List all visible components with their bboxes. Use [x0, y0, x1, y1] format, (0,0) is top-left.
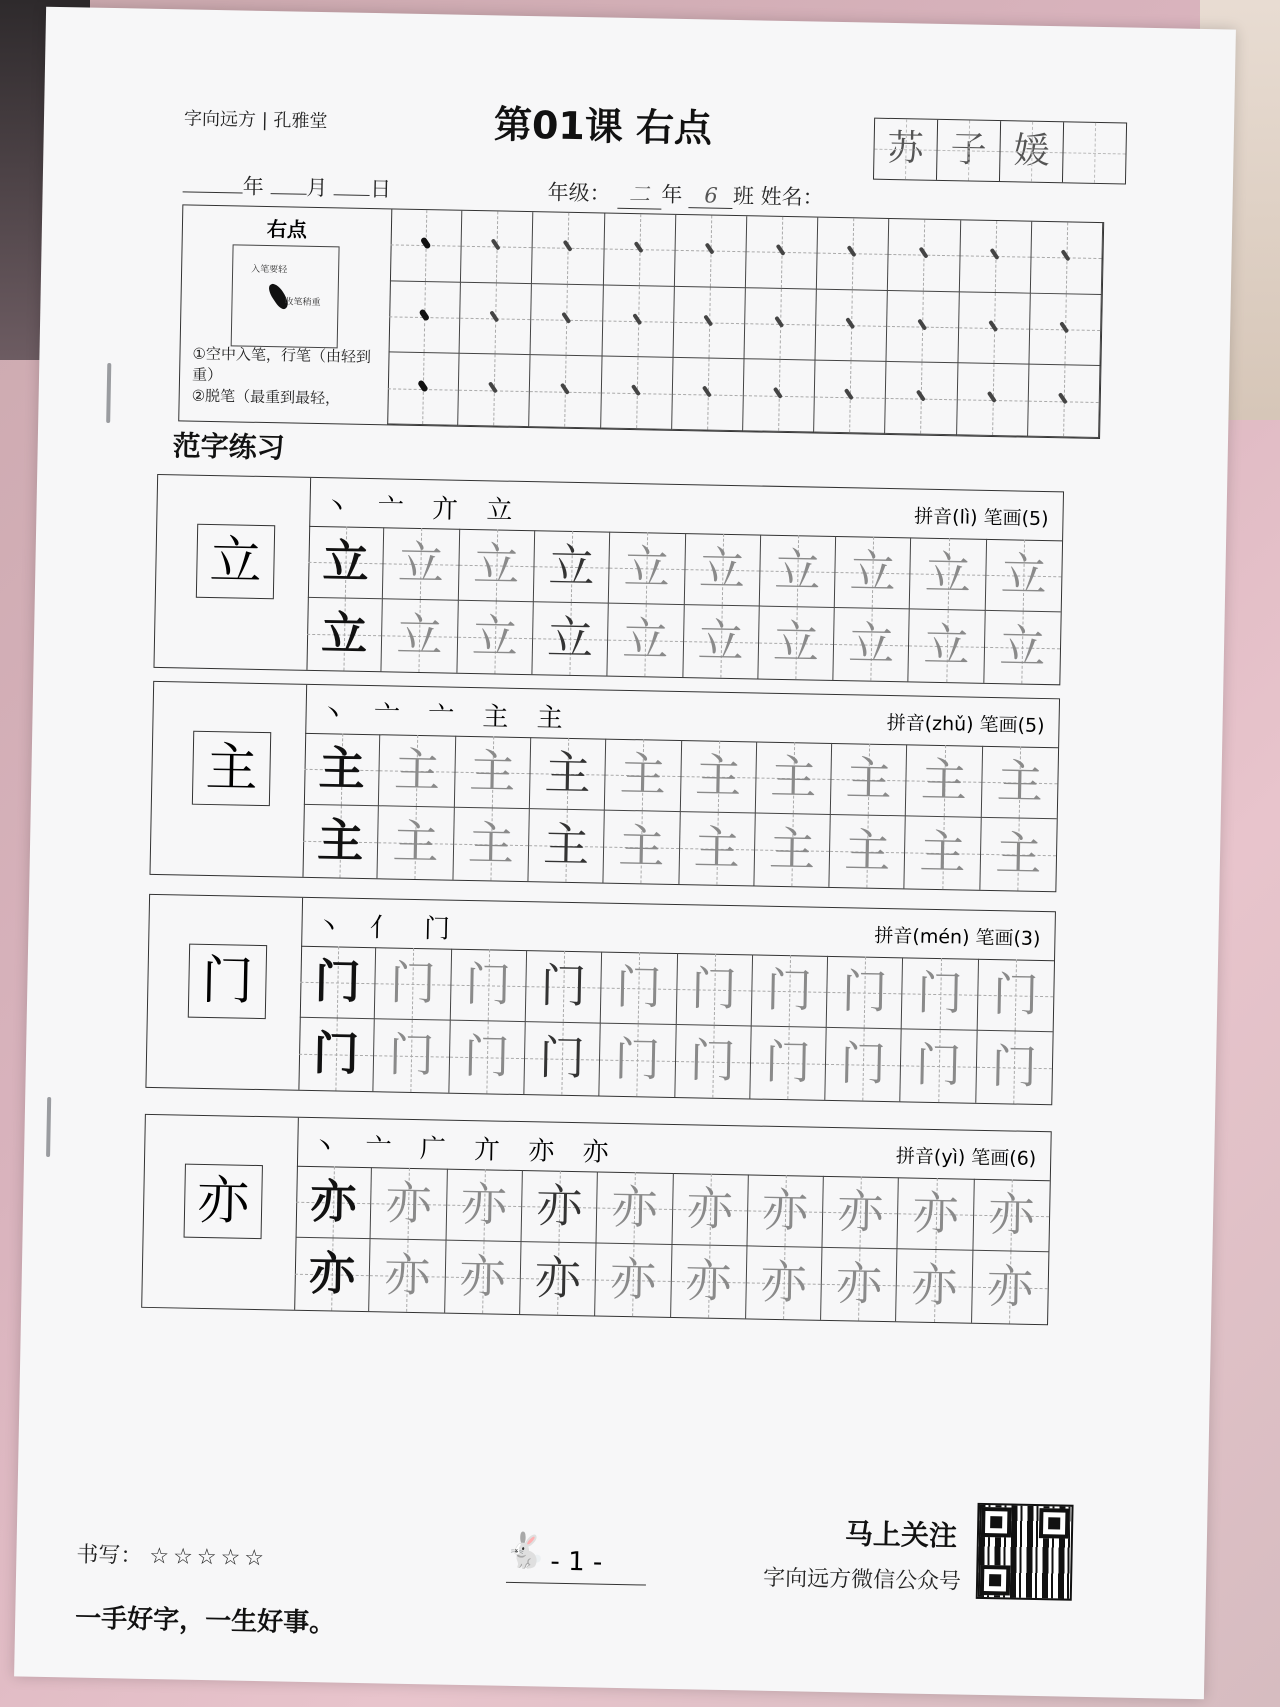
staple-bottom [46, 1097, 51, 1157]
cell-character: 立 [924, 545, 972, 601]
stroke-practice-cell[interactable] [530, 355, 603, 428]
cell-character: 门 [765, 962, 813, 1018]
cell-character: 亦 [761, 1182, 809, 1238]
cell-character: 亦 [611, 1179, 659, 1235]
cell-character: 亦 [309, 1174, 357, 1229]
writing-cell[interactable] [746, 1246, 823, 1319]
cell-character: 亦 [459, 1248, 507, 1304]
cell-character: 主 [769, 749, 817, 805]
writing-cell[interactable] [980, 818, 1057, 891]
cell-character: 主 [318, 741, 366, 796]
writing-cell[interactable] [450, 949, 527, 1022]
model-character: 亦 [184, 1164, 263, 1239]
cell-character: 立 [697, 613, 745, 669]
writing-cell[interactable] [595, 1244, 672, 1317]
class-value[interactable]: 6 [689, 183, 733, 209]
writing-cell[interactable] [379, 734, 456, 807]
name-char-2[interactable]: 子 [937, 120, 1001, 181]
right-dot-stroke-icon [1061, 249, 1071, 261]
lesson-title: 第01课 右点 [493, 102, 713, 151]
stroke-practice-cell[interactable] [957, 364, 1030, 437]
cell-character: 主 [693, 820, 741, 876]
writing-cell[interactable] [831, 743, 908, 816]
cell-character: 主 [843, 823, 891, 879]
worksheet-page [14, 7, 1236, 1700]
writing-cell[interactable] [906, 744, 983, 817]
writing-grid [302, 733, 1058, 891]
stroke-order: 丶 亠 广 亣 亦 亦 [311, 1132, 619, 1168]
right-dot-stroke-icon [488, 381, 498, 393]
stroke-practice-cell[interactable] [887, 291, 960, 364]
stroke-practice-cell[interactable] [673, 287, 746, 360]
cell-character: 门 [389, 955, 437, 1011]
writing-cell[interactable] [528, 809, 605, 882]
stroke-practice-cell[interactable] [743, 360, 816, 433]
cell-character: 门 [314, 954, 362, 1009]
stroke-order: 丶 亻 门 [315, 912, 461, 945]
name-label: 姓名： [760, 184, 824, 210]
writing-cell[interactable] [375, 947, 452, 1020]
stroke-practice-cell[interactable] [816, 289, 889, 362]
writing-cell[interactable] [371, 1167, 448, 1240]
cell-character: 主 [920, 752, 968, 808]
stroke-practice-cell[interactable] [387, 353, 460, 426]
cell-character: 门 [915, 1037, 963, 1093]
cell-character: 主 [994, 826, 1042, 881]
writing-cell[interactable] [306, 598, 383, 671]
cell-character: 主 [467, 815, 515, 871]
rabbit-icon: 🐇 [504, 1530, 548, 1572]
model-character-panel [146, 895, 303, 1090]
stroke-grid [387, 209, 1103, 438]
cell-character: 门 [690, 961, 738, 1017]
cell-character: 主 [919, 824, 967, 880]
year-label: 年 [242, 174, 264, 199]
writing-cell[interactable] [530, 737, 607, 810]
writing-grid [294, 1166, 1050, 1324]
cell-character: 立 [621, 611, 669, 667]
cell-character: 立 [849, 544, 897, 600]
writing-cell[interactable] [383, 527, 460, 600]
cell-character: 亦 [534, 1250, 582, 1306]
writing-cell[interactable] [684, 533, 761, 606]
cell-character: 主 [768, 821, 816, 877]
enter-label: 入笔要轻 [251, 264, 288, 276]
right-dot-stroke-icon [1058, 392, 1068, 404]
writing-cell[interactable] [679, 812, 756, 885]
writing-cell[interactable] [453, 808, 530, 881]
cell-character: 亦 [684, 1253, 732, 1309]
cell-character: 主 [694, 748, 742, 804]
stroke-practice-cell[interactable] [744, 288, 817, 361]
right-dot-stroke-icon [703, 314, 713, 326]
stroke-practice-cell[interactable] [888, 219, 961, 292]
writing-cell[interactable] [300, 946, 377, 1019]
right-dot-stroke-icon [702, 386, 712, 398]
cell-character: 门 [388, 1027, 436, 1083]
character-practice-block [141, 1114, 1052, 1325]
writing-cell[interactable] [754, 813, 831, 886]
year-unit-label: 年 [661, 182, 683, 207]
cell-character: 亦 [686, 1181, 734, 1237]
right-dot-stroke-icon [562, 240, 572, 252]
name-char-4[interactable] [1063, 122, 1126, 183]
cell-character: 门 [312, 1026, 360, 1081]
cell-character: 亦 [308, 1246, 356, 1301]
stroke-practice-cell[interactable] [746, 216, 819, 289]
stroke-practice-cell[interactable] [458, 354, 531, 427]
writing-cell[interactable] [896, 1249, 973, 1322]
writing-cell[interactable] [600, 1024, 677, 1097]
model-character: 门 [188, 944, 267, 1019]
writing-cell[interactable] [680, 740, 757, 813]
cell-character: 亦 [535, 1178, 583, 1234]
cell-character: 主 [619, 746, 667, 802]
right-dot-stroke-icon [419, 308, 431, 321]
writing-cell[interactable] [675, 1025, 752, 1098]
pinyin-strokes: 拼音(mén) 笔画(3) [874, 924, 1041, 950]
cell-character: 亦 [986, 1259, 1034, 1314]
cell-character: 立 [698, 541, 746, 597]
month-label: 月 [306, 175, 328, 201]
writing-cell[interactable] [449, 1021, 526, 1094]
writing-cell[interactable] [304, 733, 381, 806]
stroke-practice-cell[interactable] [390, 209, 463, 282]
writing-cell[interactable] [973, 1179, 1050, 1252]
right-dot-stroke-icon [776, 244, 786, 256]
cell-character: 立 [1000, 547, 1048, 603]
writing-grid [306, 526, 1062, 684]
right-dot-stroke-icon [774, 315, 784, 327]
right-dot-stroke-icon [417, 380, 429, 393]
right-dot-stroke-icon [1059, 321, 1069, 333]
stroke-practice-cell[interactable] [603, 213, 676, 286]
writing-cell[interactable] [972, 1251, 1049, 1324]
right-dot-stroke-icon [847, 245, 857, 257]
writing-cell[interactable] [671, 1245, 748, 1318]
cell-character: 门 [839, 1036, 887, 1092]
model-character-panel [142, 1115, 299, 1310]
qr-corner-icon [980, 1565, 1011, 1596]
cell-character: 门 [613, 1031, 661, 1087]
writing-cell[interactable] [374, 1019, 451, 1092]
writing-cell[interactable] [751, 954, 828, 1027]
right-dot-stroke-icon [846, 317, 856, 329]
writing-cell[interactable] [298, 1018, 375, 1091]
cell-character: 亦 [836, 1184, 884, 1240]
cell-character: 立 [322, 534, 370, 590]
cell-character: 门 [916, 965, 964, 1021]
grade-line [547, 176, 824, 212]
model-character-panel [151, 682, 308, 877]
cell-character: 主 [468, 744, 516, 799]
writing-cell[interactable] [532, 602, 609, 675]
cell-character: 立 [998, 619, 1046, 675]
exit-label: 收笔稍重 [284, 297, 321, 309]
writing-cell[interactable] [909, 609, 986, 682]
cell-character: 门 [538, 1030, 586, 1086]
writing-cell[interactable] [833, 608, 910, 681]
stroke-practice-cell[interactable] [1031, 222, 1104, 295]
writing-cell[interactable] [981, 746, 1058, 819]
writing-cell[interactable] [608, 604, 685, 677]
star-rating[interactable]: ☆☆☆☆☆ [149, 1544, 269, 1572]
right-dot-stroke-icon [560, 383, 570, 395]
stroke-practice-cell[interactable] [601, 357, 674, 430]
right-dot-stroke-icon [773, 387, 783, 399]
score-line [76, 1538, 268, 1573]
stroke-instructions: ①空中入笔，行笔（由轻到重） ②脱笔（最重到最轻， [191, 344, 372, 408]
writing-cell[interactable] [825, 1028, 902, 1101]
writing-cell[interactable] [609, 532, 686, 605]
day-blank[interactable] [334, 194, 370, 196]
cell-character: 门 [764, 1034, 812, 1090]
cell-character: 立 [772, 614, 820, 670]
name-char-3[interactable]: 媛 [1000, 121, 1064, 182]
cell-character: 主 [845, 751, 893, 807]
writing-cell[interactable] [521, 1170, 598, 1243]
pinyin-strokes: 拼音(zhǔ) 笔画(5) [886, 712, 1045, 738]
page-number: - 1 - [506, 1546, 647, 1586]
writing-cell[interactable] [524, 1022, 601, 1095]
writing-cell[interactable] [760, 535, 837, 608]
cell-character: 亦 [835, 1256, 883, 1312]
cell-character: 立 [546, 610, 594, 666]
writing-cell[interactable] [308, 526, 385, 599]
stroke-practice-cell[interactable] [814, 361, 887, 434]
cell-character: 门 [990, 1039, 1038, 1094]
stroke-practice-cell[interactable] [532, 212, 605, 285]
qr-corner-icon [1039, 1508, 1070, 1539]
cell-character: 立 [773, 542, 821, 598]
right-dot-stroke-icon [987, 391, 997, 403]
right-dot-stroke-icon [989, 248, 999, 260]
cell-character: 立 [471, 609, 519, 664]
brand-logo: 字向远方 | 孔雅堂 [183, 108, 328, 133]
right-dot-stroke-icon [988, 319, 998, 331]
cell-character: 门 [463, 1028, 511, 1084]
writing-cell[interactable] [294, 1238, 371, 1311]
character-practice-block [145, 894, 1056, 1105]
writing-cell[interactable] [756, 742, 833, 815]
cell-character: 立 [396, 607, 444, 663]
writing-cell[interactable] [302, 805, 379, 878]
writing-cell[interactable] [526, 950, 603, 1023]
wechat-account-text: 字向远方微信公众号 [762, 1565, 962, 1595]
stroke-practice-cell[interactable] [817, 218, 890, 291]
cell-character: 立 [923, 617, 971, 673]
right-dot-stroke-icon [420, 236, 432, 249]
cell-character: 亦 [760, 1254, 808, 1310]
right-dot-stroke-icon [915, 390, 925, 402]
cell-character: 立 [548, 538, 596, 594]
writing-cell[interactable] [446, 1169, 523, 1242]
grade-value[interactable]: 二 [617, 178, 662, 210]
cell-character: 主 [544, 745, 592, 801]
cell-character: 门 [689, 1033, 737, 1089]
right-dot-stroke-icon [918, 246, 928, 258]
writing-cell[interactable] [382, 599, 459, 672]
writing-cell[interactable] [905, 816, 982, 889]
name-char-1[interactable]: 苏 [874, 119, 938, 180]
stroke-practice-cell[interactable] [958, 292, 1031, 365]
cell-character: 亦 [609, 1251, 657, 1307]
writing-cell[interactable] [672, 1173, 749, 1246]
writing-cell[interactable] [676, 953, 753, 1026]
right-dot-stroke-icon [631, 384, 641, 396]
writing-cell[interactable] [457, 601, 534, 674]
right-dot-stroke-icon [490, 310, 500, 322]
grade-label: 年级： [547, 180, 611, 206]
cell-character: 亦 [385, 1175, 433, 1231]
stroke-practice-cell[interactable] [460, 282, 533, 355]
qr-corner-icon [981, 1507, 1012, 1538]
model-character-panel [154, 475, 311, 670]
right-dot-stroke-icon [917, 318, 927, 330]
pinyin-strokes: 拼音(lì) 笔画(5) [913, 505, 1049, 531]
writing-cell[interactable] [597, 1172, 674, 1245]
stroke-practice-cell[interactable] [959, 220, 1032, 293]
stroke-practice-cell[interactable] [672, 358, 745, 431]
cell-character: 亦 [383, 1247, 431, 1303]
stroke-order: 丶 亠 亠 主 主 [319, 699, 573, 734]
writing-cell[interactable] [829, 815, 906, 888]
writing-cell[interactable] [758, 607, 835, 680]
cell-character: 主 [542, 817, 590, 873]
cell-character: 亦 [910, 1257, 958, 1313]
writing-cell[interactable] [458, 529, 535, 602]
motto: 一手好字，一生好事。 [74, 1603, 336, 1639]
follow-text: 马上关注 [844, 1517, 958, 1553]
writing-cell[interactable] [445, 1241, 522, 1314]
cell-character: 门 [615, 959, 663, 1015]
writing-cell[interactable] [977, 959, 1054, 1032]
writing-cell[interactable] [898, 1177, 975, 1250]
stroke-practice-cell[interactable] [1029, 293, 1102, 366]
writing-cell[interactable] [827, 956, 904, 1029]
stroke-practice-table [178, 204, 1104, 439]
writing-cell[interactable] [296, 1166, 373, 1239]
writing-cell[interactable] [520, 1242, 597, 1315]
cell-character: 立 [397, 535, 445, 591]
cell-character: 亦 [987, 1187, 1035, 1242]
writing-cell[interactable] [985, 539, 1062, 612]
writing-cell[interactable] [604, 811, 681, 884]
stroke-practice-cell[interactable] [531, 284, 604, 357]
cell-character: 主 [996, 754, 1044, 810]
stroke-practice-cell[interactable] [389, 281, 462, 354]
writing-cell[interactable] [683, 605, 760, 678]
stroke-practice-cell[interactable] [461, 211, 534, 284]
name-boxes [873, 118, 1127, 185]
character-practice-block [153, 474, 1064, 685]
score-label: 书写： [76, 1542, 143, 1569]
section-title: 范字练习 [172, 429, 286, 465]
qr-code-icon[interactable] [976, 1503, 1074, 1601]
pinyin-strokes: 拼音(yì) 笔画(6) [895, 1145, 1037, 1170]
month-blank[interactable] [270, 193, 306, 195]
model-character: 主 [192, 731, 271, 806]
model-character: 立 [196, 524, 275, 599]
cell-character: 立 [320, 606, 368, 662]
right-dot-stroke-icon [705, 242, 715, 254]
writing-cell[interactable] [378, 806, 455, 879]
cell-character: 主 [392, 814, 440, 870]
writing-cell[interactable] [910, 537, 987, 610]
writing-cell[interactable] [901, 1029, 978, 1102]
stroke-diagram [231, 244, 340, 348]
right-dot-stroke-icon [561, 311, 571, 323]
writing-cell[interactable] [601, 952, 678, 1025]
writing-cell[interactable] [750, 1026, 827, 1099]
cell-character: 主 [617, 818, 665, 874]
class-label: 班 [732, 183, 755, 209]
writing-cell[interactable] [369, 1239, 446, 1312]
right-dot-stroke-icon [844, 388, 854, 400]
writing-cell[interactable] [605, 739, 682, 812]
staple-top [106, 363, 111, 423]
writing-cell[interactable] [823, 1176, 900, 1249]
day-label: 日 [369, 176, 392, 202]
writing-cell[interactable] [984, 611, 1061, 684]
writing-cell[interactable] [976, 1031, 1053, 1104]
cell-character: 门 [992, 967, 1040, 1022]
cell-character: 主 [393, 742, 441, 798]
right-dot-stroke-icon [634, 241, 644, 253]
cell-character: 门 [464, 956, 512, 1012]
cell-character: 亦 [460, 1176, 508, 1232]
cell-character: 亦 [912, 1185, 960, 1241]
stroke-name: 右点 [266, 217, 308, 242]
stroke-practice-cell[interactable] [1028, 365, 1101, 438]
cell-character: 立 [472, 537, 520, 592]
stroke-practice-cell[interactable] [602, 285, 675, 358]
right-dot-stroke-icon [632, 313, 642, 325]
writing-cell[interactable] [534, 530, 611, 603]
stroke-practice-cell[interactable] [675, 215, 748, 288]
cell-character: 立 [623, 539, 671, 595]
writing-cell[interactable] [835, 536, 912, 609]
right-dot-stroke-icon [491, 238, 501, 250]
stroke-reference [179, 205, 392, 424]
cell-character: 门 [841, 964, 889, 1020]
writing-grid [298, 946, 1054, 1104]
writing-cell[interactable] [821, 1248, 898, 1321]
stroke-order: 丶 亠 亣 立 [323, 492, 523, 526]
year-blank[interactable] [183, 191, 243, 193]
cell-character: 主 [316, 813, 364, 868]
date-line [182, 169, 391, 203]
stroke-practice-cell[interactable] [885, 362, 958, 435]
writing-cell[interactable] [902, 957, 979, 1030]
cell-character: 门 [539, 958, 587, 1014]
writing-cell[interactable] [454, 736, 531, 809]
writing-cell[interactable] [747, 1174, 824, 1247]
cell-character: 立 [847, 616, 895, 672]
character-practice-block [149, 681, 1060, 892]
